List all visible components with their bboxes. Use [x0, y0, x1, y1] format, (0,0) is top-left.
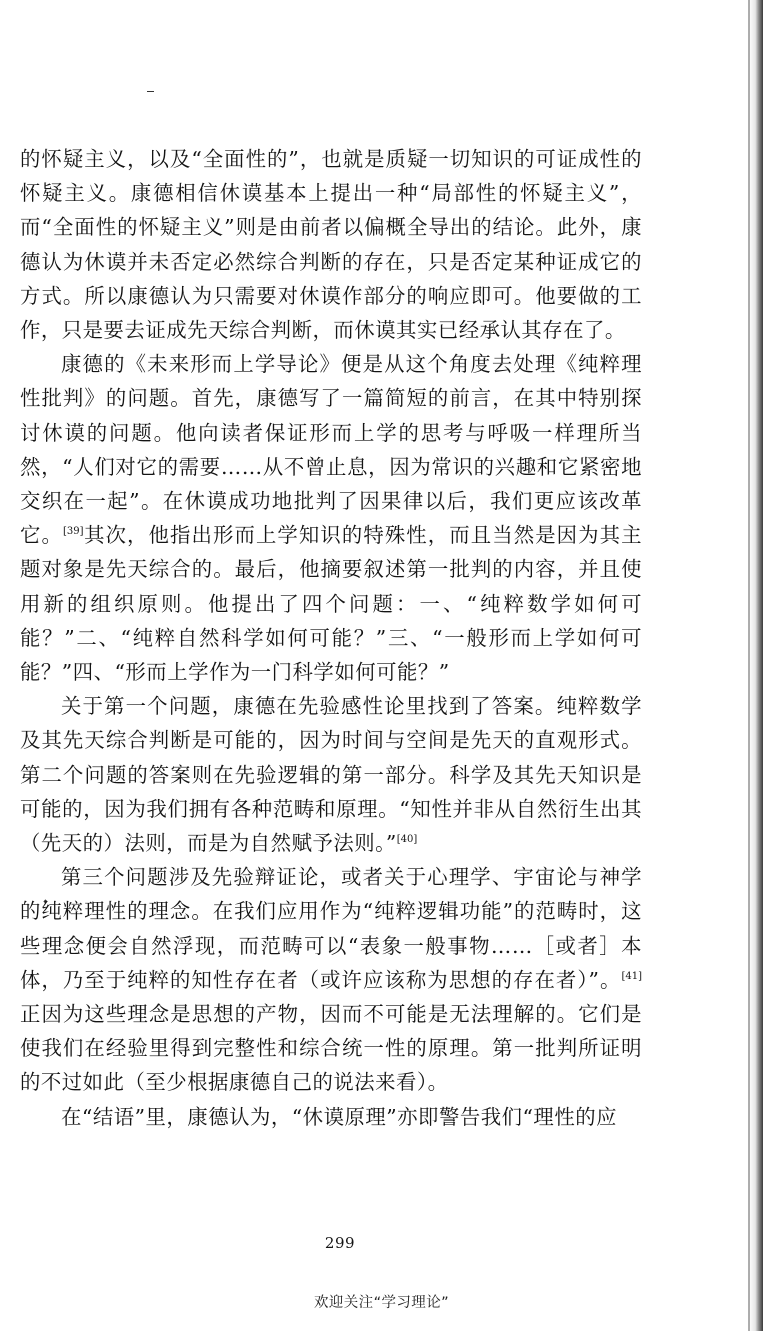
paragraph	[20, 142, 642, 347]
page-binding-edge	[749, 0, 763, 1331]
footnote-marker: [39]	[62, 526, 84, 538]
paragraph-text: 在“结语”里，康德认为，“休谟原理”亦即警告我们“理性的应	[61, 1104, 617, 1129]
paragraph-text: 关于第一个问题，康德在先验感性论里找到了答案。纯粹数学及其先天综合判断是可能的，因为时间与空间是先天的直观形式。第二个问题的答案则在先验逻辑的第一部分。科学及其先天知识是可能的，因为我们拥有各种范畴和原理。“知性并非从自然衍生出其（先天的）法则，而是为自然赋予法则。”	[20, 694, 642, 856]
paragraph	[20, 689, 642, 860]
footnote-marker: [41]	[621, 971, 642, 983]
footnote-marker: [40]	[396, 834, 418, 846]
paragraph-text: 康德的《未来形而上学导论》便是从这个角度去处理《纯粹理性批判》的问题。首先，康德写了一篇简短的前言，在其中特别探讨休谟的问题。他向读者保证形而上学的思考与呼吸一样理所当然，“人们对它的需要……从不曾止息，因为常识的兴趣和它紧密地交织在一起”。在休谟成功地批判了因果律以后，我们更应该改革它。	[20, 352, 642, 548]
scan-speck	[147, 91, 154, 92]
paragraph-text: 第三个问题涉及先验辩证论，或者关于心理学、宇宙论与神学的纯粹理性的理念。在我们应用作为“纯粹逻辑功能”的范畴时，这些理念便会自然浮现，而范畴可以“表象一般事物……［或者］本体，乃至于纯粹的知性存在者（或许应该称为思想的存在者）”。	[20, 865, 642, 992]
page-edge-line	[748, 0, 750, 1331]
paragraph	[20, 1100, 642, 1134]
paragraph	[20, 347, 642, 689]
paragraph-text: 其次，他指出形而上学知识的特殊性，而且当然是因为其主题对象是先天综合的。最后，他摘要叙述第一批判的内容，并且使用新的组织原则。他提出了四个问题：一、“纯粹数学如何可能？”二、“纯粹自然科学如何可能？”三、“一般形而上学如何可能？”四、“形而上学作为一门科学如何可能？”	[20, 523, 643, 685]
body-text	[20, 142, 642, 1134]
paragraph-text: 正因为这些理念是思想的产物，因而不可能是无法理解的。它们是使我们在经验里得到完整性和综合统一性的原理。第一批判所证明的不过如此（至少根据康德自己的说法来看）。	[20, 1002, 642, 1095]
page-number: 299	[324, 1234, 356, 1252]
paragraph	[20, 860, 642, 1099]
footer-watermark-text: 欢迎关注“学习理论”	[313, 1295, 450, 1311]
paragraph-text: 的怀疑主义，以及“全面性的”，也就是质疑一切知识的可证成性的怀疑主义。康德相信休谟基本上提出一种“局部性的怀疑主义”，而“全面性的怀疑主义”则是由前者以偏概全导出的结论。此外，康德认为休谟并未否定必然综合判断的存在，只是否定某种证成它的方式。所以康德认为只需要对休谟作部分的响应即可。他要做的工作，只是要去证成先天综合判断，而休谟其实已经承认其存在了。	[20, 147, 642, 343]
